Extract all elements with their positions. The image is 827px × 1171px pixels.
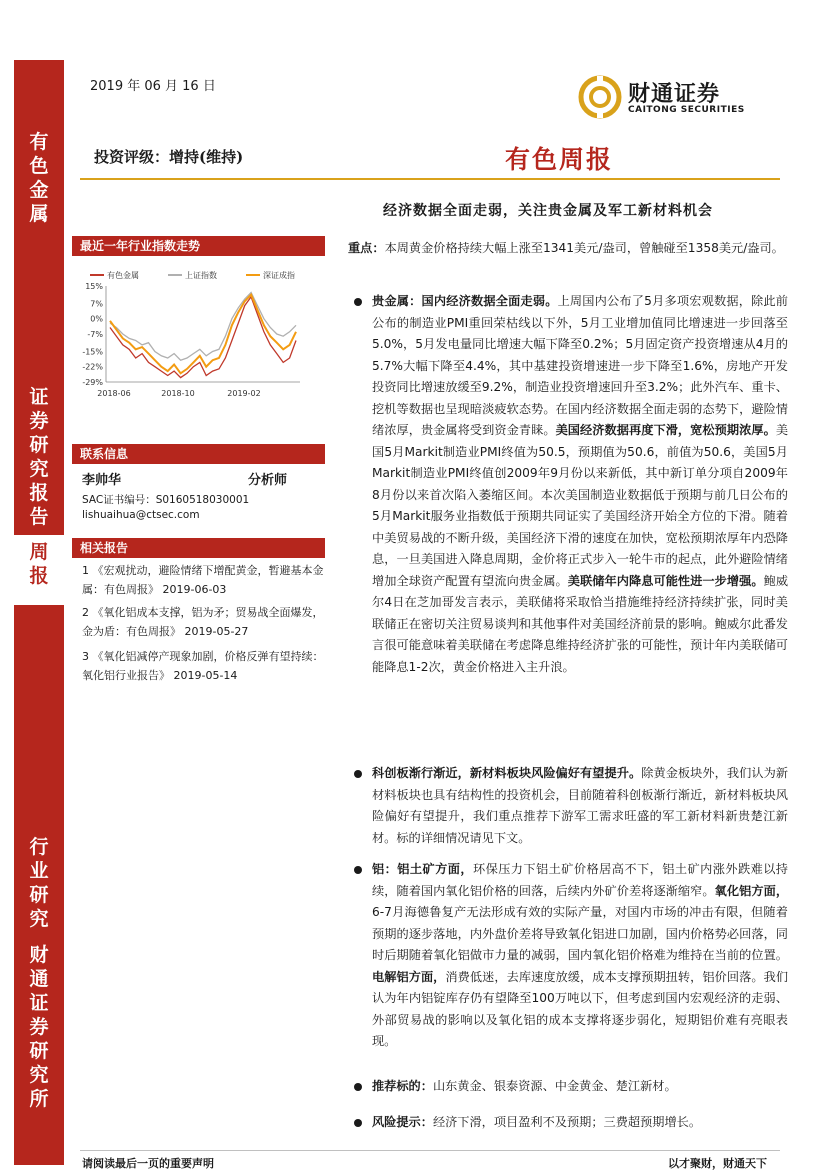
report-date: 2019 年 06 月 16 日 [90, 79, 216, 94]
bullet-icon [354, 1083, 362, 1091]
x-tick-label: 2019-02 [227, 389, 261, 398]
legend-label: 深证成指 [263, 271, 295, 280]
bullet-icon [354, 298, 362, 306]
risk-section: 风险提示：经济下滑，项目盈利不及预期；三费超预期增长。 [372, 1115, 702, 1129]
new-material-section: 科创板渐行渐近，新材料板块风险偏好有望提升。除黄金板块外，我们认为新材料板块也具有结构性的投资机会，目前随着科创板渐行渐近，新材料板块风险偏好有望提升，我们重点推荐下游军工需求旺盛的军工新材料新贵楚江新材。标的详细情况请见下文。 [372, 766, 789, 845]
legend-label: 有色金属 [107, 271, 139, 280]
index-chart [72, 262, 325, 407]
contact-section-title: 联系信息 [72, 444, 325, 464]
gold-section: 贵金属：国内经济数据全面走弱。上周国内公布了5月多项宏观数据，除此前公布的制造业PMI重回荣枯线以下外，5月工业增加值同比增速进一步回落至5.0%，5月发电量同比增速大幅下降至0.2%；5月固定资产投资增速从4月的5.7%大幅下降至4.4%，其中基建投资增速进一步下降至1.6%，房地产开发投资同比增速放缓至9.2%，制造业投资增速回升至3.2%；此外汽车、重卡、挖机等数据也呈现暗淡疲软态势。在国内经济数据全面走弱的态势下，避险情绪浓厚，贵金属将受到资金青睐。美国经济数据再度下滑，宽松预期浓厚。美国5月Markit制造业PMI终值为50.5，预期值为50.6，前值为50.6，美国5月Markit制造业PMI终值创2009年9月份以来新低，其中新订单分项自2009年8月份以来首次陷入萎缩区间。本次美国制造业数据低于预期与前几日公布的5月Markit服务业指数低于预期共同证实了美国经济开始全方位的下滑。随着中美贸易战的不断升级，美国经济下滑的速度在加快，宽松预期浓厚年内恐降息，一旦美国进入降息周期，金价将正式步入一轮牛市的起点，此外避险情绪增加全球资产配置有望流向贵金属。美联储年内降息可能性进一步增强。鲍威尔4日在芝加哥发言表示，美联储将采取恰当措施维持经济持续扩张，同时美联储正在密切关注贸易谈判和其他事件对美国经济前景的影响。鲍威尔此番发言很可能意味着美联储在考虑降息维持经济扩张的可能性，预计年内美联储可能降息1-2次，黄金价格进入主升浪。 [372, 294, 789, 674]
related-item[interactable]: 2 《氧化铝成本支撑，铝为矛；贸易战全面爆发，金为盾：有色周报》 2019-05-27 [82, 606, 324, 638]
sidebar-category: 有 色 金 属 [29, 131, 49, 225]
series-line [110, 297, 296, 378]
logo-icon [578, 75, 622, 119]
footer-slogan: 以才聚财，财通天下 [668, 1157, 767, 1170]
aluminum-section: 铝：铝土矿方面，环保压力下铝土矿价格居高不下，铝土矿内涨外跌难以持续，随着国内氧化铝价格的回落，后续内外矿价差将逐渐缩窄。氧化铝方面，6-7月海德鲁复产无法形成有效的实际产量，对国内市场的冲击有限，但随着预期的逐步落地，内外盘价差将导致氧化铝进口加剧，国内价格势必回落，同时后期随着氧化铝做市力量的减弱，国内氧化铝价格难为维持在当前的位置。电解铝方面，消费低迷，去库速度放缓，成本支撑预期扭转，铝价回落。我们认为年内铝锭库存仍有望降至100万吨以下，但考虑到国内宏观经济的走弱、外部贸易战的影响以及氧化铝的成本支撑将逐步弱化，短期铝价难有亮眼表现。 [372, 862, 789, 1048]
footer-disclaimer: 请阅读最后一页的重要声明 [82, 1157, 214, 1170]
footer-divider [80, 1150, 780, 1151]
y-tick-label: -22% [82, 362, 103, 372]
related-section-title: 相关报告 [72, 538, 325, 558]
y-tick-label: 0% [90, 314, 103, 324]
legend-label: 上证指数 [185, 271, 217, 280]
y-tick-label: -15% [82, 347, 103, 357]
x-tick-label: 2018-06 [97, 389, 131, 398]
related-item[interactable]: 3 《氧化铝减停产现象加剧，价格反弹有望持续：氧化铝行业报告》 2019-05-14 [82, 650, 324, 682]
key-point: 重点：本周黄金价格持续大幅上涨至1341美元/盎司，曾触碰至1358美元/盎司。 [348, 241, 784, 255]
analyst-email[interactable]: lishuaihua@ctsec.com [82, 509, 200, 521]
series-line [110, 295, 296, 374]
headline: 经济数据全面走弱，关注贵金属及军工新材料机会 [383, 203, 713, 219]
series-line [110, 293, 296, 361]
x-tick-label: 2018-10 [161, 389, 195, 398]
chart-section-title: 最近一年行业指数走势 [72, 236, 325, 256]
y-tick-label: 7% [90, 299, 103, 309]
rating: 投资评级：增持(维持) [94, 148, 244, 166]
related-item[interactable]: 1 《宏观扰动，避险情绪下增配黄金，暂避基本金属：有色周报》 2019-06-03 [82, 564, 324, 596]
analyst-name: 李帅华 [82, 473, 122, 488]
company-logo [578, 75, 768, 121]
sidebar-org: 行 业 研 究 财 通 证 券 研 究 所 [29, 836, 49, 1110]
y-tick-label: 15% [85, 282, 103, 291]
y-tick-label: -29% [82, 378, 103, 387]
y-tick-label: -7% [87, 330, 103, 339]
analyst-role: 分析师 [248, 473, 288, 488]
report-type: 有色周报 [505, 145, 614, 174]
bullet-icon [354, 866, 362, 874]
logo-en: CAITONG SECURITIES [628, 105, 745, 115]
logo-cn: 财通证券 [628, 81, 721, 107]
bullet-icon [354, 1119, 362, 1127]
bullet-icon [354, 770, 362, 778]
recommend-section: 推荐标的：山东黄金、银泰资源、中金黄金、楚江新材。 [372, 1079, 677, 1093]
sidebar-weekly: 周 报 [29, 541, 49, 587]
header-divider [80, 178, 780, 180]
sac-number: SAC证书编号：S0160518030001 [82, 494, 250, 506]
sidebar-report-label: 证 券 研 究 报 告 [29, 386, 49, 528]
